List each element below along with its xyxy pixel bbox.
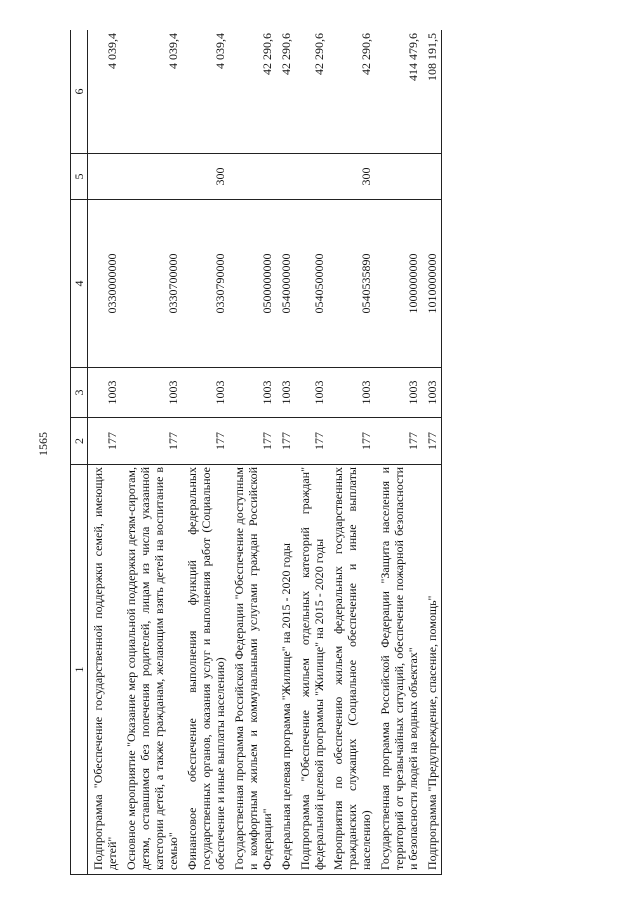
expense-type-cell: 300	[328, 154, 375, 200]
admin-code-cell: 177	[375, 418, 422, 465]
expense-type-cell	[229, 154, 276, 200]
target-article-cell: 0330700000	[121, 200, 182, 368]
expense-type-cell	[375, 154, 422, 200]
row-name-cell: Подпрограмма "Предупреждение, спасение, помощь"	[422, 465, 442, 875]
row-name-cell: Государственная программа Российской Федерации "Защита населения и территорий от чрезвычайных ситуаций, обеспечение пожарной безопасности и безопасности людей на водных объектах"	[375, 465, 422, 875]
table-row	[88, 30, 122, 875]
section-code-cell: 1003	[182, 368, 229, 418]
admin-code-cell: 177	[182, 418, 229, 465]
admin-code-cell: 177	[229, 418, 276, 465]
target-article-cell: 0540500000	[295, 200, 328, 368]
header-row	[71, 30, 88, 875]
section-code-cell: 1003	[88, 368, 122, 418]
amount-cell: 108 191,5	[422, 30, 442, 154]
target-article-cell: 0540535890	[328, 200, 375, 368]
table-row	[375, 30, 422, 875]
amount-cell: 4 039,4	[182, 30, 229, 154]
row-name-cell: Подпрограмма "Обеспечение государственной поддержки семей, имеющих детей"	[88, 465, 122, 875]
amount-cell: 42 290,6	[229, 30, 276, 154]
expense-type-cell	[276, 154, 295, 200]
row-name-cell: Федеральная целевая программа "Жилище" на 2015 - 2020 годы	[276, 465, 295, 875]
row-name-cell: Государственная программа Российской Федерации "Обеспечение доступным и комфортным жильем и коммунальными услугами граждан Российской Федерации"	[229, 465, 276, 875]
row-name-cell: Финансовое обеспечение выполнения функций федеральных государственных органов, оказания услуг и выполнения работ (Социальное обеспечение и иные выплаты населению)	[182, 465, 229, 875]
section-code-cell: 1003	[276, 368, 295, 418]
admin-code-cell: 177	[422, 418, 442, 465]
expense-type-cell	[422, 154, 442, 200]
rotated-page	[70, 30, 570, 875]
header-col-5: 5	[71, 154, 88, 200]
expense-type-cell	[121, 154, 182, 200]
header-col-2: 2	[71, 418, 88, 465]
header-col-4: 4	[71, 200, 88, 368]
amount-cell: 42 290,6	[276, 30, 295, 154]
admin-code-cell: 177	[276, 418, 295, 465]
expense-type-cell	[88, 154, 122, 200]
row-name-cell: Мероприятия по обеспечению жильем федеральных государственных гражданских служащих (Социальное обеспечение и иные выплаты населению)	[328, 465, 375, 875]
target-article-cell: 0500000000	[229, 200, 276, 368]
target-article-cell: 1000000000	[375, 200, 422, 368]
row-name-cell: Подпрограмма "Обеспечение жильем отдельных категорий граждан" федеральной целевой программы "Жилище" на 2015 - 2020 годы	[295, 465, 328, 875]
section-code-cell: 1003	[295, 368, 328, 418]
amount-cell: 4 039,4	[121, 30, 182, 154]
table-row	[276, 30, 295, 875]
table-row	[422, 30, 442, 875]
table-row	[121, 30, 182, 875]
row-name-cell: Основное мероприятие "Оказание мер социальной поддержки детям-сиротам, детям, оставшимся без попечения родителей, лицам из числа указанной категории детей, а также гражданам, желающим взять детей на воспитание в семью"	[121, 465, 182, 875]
expense-type-cell	[295, 154, 328, 200]
section-code-cell: 1003	[328, 368, 375, 418]
admin-code-cell: 177	[295, 418, 328, 465]
budget-table	[70, 30, 442, 875]
table-row	[229, 30, 276, 875]
table-row	[328, 30, 375, 875]
admin-code-cell: 177	[88, 418, 122, 465]
budget-table-container	[70, 30, 570, 875]
section-code-cell: 1003	[422, 368, 442, 418]
header-col-1: 1	[71, 465, 88, 875]
table-row	[182, 30, 229, 875]
table-body	[88, 30, 442, 875]
target-article-cell: 0330790000	[182, 200, 229, 368]
target-article-cell: 0540000000	[276, 200, 295, 368]
section-code-cell: 1003	[121, 368, 182, 418]
amount-cell: 42 290,6	[328, 30, 375, 154]
page-number: 1565	[36, 432, 50, 456]
header-col-3: 3	[71, 368, 88, 418]
admin-code-cell: 177	[328, 418, 375, 465]
amount-cell: 4 039,4	[88, 30, 122, 154]
admin-code-cell: 177	[121, 418, 182, 465]
section-code-cell: 1003	[229, 368, 276, 418]
target-article-cell: 0330000000	[88, 200, 122, 368]
header-col-6: 6	[71, 30, 88, 154]
expense-type-cell: 300	[182, 154, 229, 200]
amount-cell: 42 290,6	[295, 30, 328, 154]
amount-cell: 414 479,6	[375, 30, 422, 154]
target-article-cell: 1010000000	[422, 200, 442, 368]
section-code-cell: 1003	[375, 368, 422, 418]
table-row	[295, 30, 328, 875]
